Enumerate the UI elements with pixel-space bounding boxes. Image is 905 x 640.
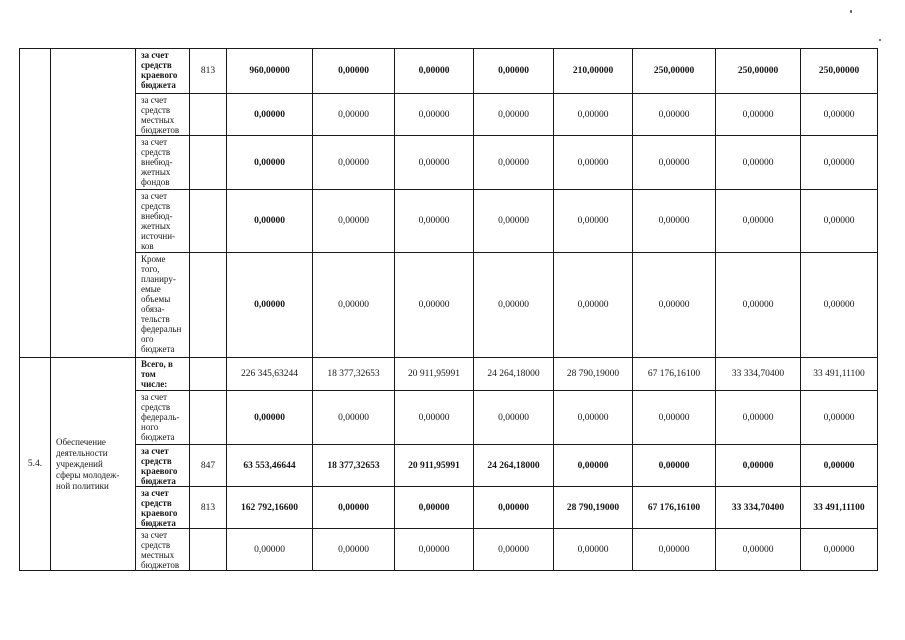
year-amount-cell: 250,00000 — [801, 49, 878, 94]
year-amount-cell: 0,00000 — [554, 529, 633, 571]
budget-code-cell — [190, 358, 227, 391]
year-amount-cell: 24 264,18000 — [474, 445, 554, 487]
total-amount-cell: 0,00000 — [227, 253, 313, 358]
year-amount-cell: 0,00000 — [395, 391, 474, 445]
year-amount-cell: 0,00000 — [474, 49, 554, 94]
year-amount-cell: 0,00000 — [395, 136, 474, 190]
item-name-cell: Обеспечение деятельности учреждений сферы молодеж- ной политики — [51, 358, 136, 571]
year-amount-cell: 0,00000 — [474, 529, 554, 571]
year-amount-cell: 0,00000 — [313, 94, 395, 136]
year-amount-cell: 18 377,32653 — [313, 358, 395, 391]
year-amount-cell: 0,00000 — [633, 136, 716, 190]
year-amount-cell: 33 491,11100 — [801, 487, 878, 529]
year-amount-cell: 0,00000 — [801, 529, 878, 571]
year-amount-cell: 0,00000 — [395, 94, 474, 136]
total-amount-cell: 0,00000 — [227, 391, 313, 445]
year-amount-cell: 33 334,70400 — [716, 487, 801, 529]
year-amount-cell: 0,00000 — [395, 49, 474, 94]
year-amount-cell: 0,00000 — [801, 136, 878, 190]
budget-code-cell — [190, 391, 227, 445]
year-amount-cell: 0,00000 — [474, 487, 554, 529]
year-amount-cell: 33 491,11100 — [801, 358, 878, 391]
funding-source-cell: за счет средств краевого бюджета — [136, 445, 190, 487]
item-number-cell: 5.4. — [20, 358, 51, 571]
year-amount-cell: 0,00000 — [554, 94, 633, 136]
year-amount-cell: 0,00000 — [633, 190, 716, 253]
year-amount-cell: 0,00000 — [395, 190, 474, 253]
total-amount-cell: 63 553,46644 — [227, 445, 313, 487]
year-amount-cell: 0,00000 — [474, 391, 554, 445]
year-amount-cell: 0,00000 — [313, 487, 395, 529]
year-amount-cell: 0,00000 — [313, 49, 395, 94]
funding-source-cell: Кроме того, планиру- емые объемы обяза- тельств федеральн ого бюджета — [136, 253, 190, 358]
year-amount-cell: 0,00000 — [633, 94, 716, 136]
year-amount-cell: 0,00000 — [395, 487, 474, 529]
year-amount-cell: 18 377,32653 — [313, 445, 395, 487]
budget-code-cell: 813 — [190, 487, 227, 529]
year-amount-cell: 0,00000 — [716, 94, 801, 136]
year-amount-cell: 0,00000 — [313, 529, 395, 571]
year-amount-cell: 0,00000 — [801, 253, 878, 358]
year-amount-cell: 250,00000 — [633, 49, 716, 94]
total-amount-cell: 0,00000 — [227, 190, 313, 253]
year-amount-cell: 0,00000 — [633, 529, 716, 571]
year-amount-cell: 0,00000 — [801, 445, 878, 487]
budget-code-cell — [190, 190, 227, 253]
year-amount-cell: 0,00000 — [554, 445, 633, 487]
year-amount-cell: 0,00000 — [554, 391, 633, 445]
budget-table — [19, 48, 878, 571]
year-amount-cell: 0,00000 — [716, 190, 801, 253]
year-amount-cell: 0,00000 — [474, 94, 554, 136]
year-amount-cell: 0,00000 — [554, 136, 633, 190]
total-amount-cell: 226 345,63244 — [227, 358, 313, 391]
funding-source-cell: за счет средств местных бюджетов — [136, 94, 190, 136]
year-amount-cell: 0,00000 — [716, 253, 801, 358]
funding-source-cell: за счет средств внебюд- жетных фондов — [136, 136, 190, 190]
budget-code-cell — [190, 136, 227, 190]
year-amount-cell: 0,00000 — [313, 190, 395, 253]
total-amount-cell: 0,00000 — [227, 136, 313, 190]
scan-speck — [879, 39, 881, 41]
total-amount-cell: 0,00000 — [227, 94, 313, 136]
continued-name-cell — [51, 49, 136, 358]
year-amount-cell: 20 911,95991 — [395, 358, 474, 391]
year-amount-cell: 210,00000 — [554, 49, 633, 94]
year-amount-cell: 0,00000 — [554, 190, 633, 253]
total-amount-cell: 0,00000 — [227, 529, 313, 571]
year-amount-cell: 0,00000 — [474, 136, 554, 190]
year-amount-cell: 0,00000 — [474, 253, 554, 358]
continued-number-cell — [20, 49, 51, 358]
year-amount-cell: 0,00000 — [474, 190, 554, 253]
year-amount-cell: 0,00000 — [633, 445, 716, 487]
year-amount-cell: 67 176,16100 — [633, 358, 716, 391]
funding-source-cell: за счет средств краевого бюджета — [136, 487, 190, 529]
budget-code-cell — [190, 94, 227, 136]
year-amount-cell: 67 176,16100 — [633, 487, 716, 529]
year-amount-cell: 0,00000 — [633, 391, 716, 445]
budget-code-cell — [190, 253, 227, 358]
year-amount-cell: 0,00000 — [395, 529, 474, 571]
budget-code-cell: 813 — [190, 49, 227, 94]
year-amount-cell: 0,00000 — [554, 253, 633, 358]
year-amount-cell: 0,00000 — [313, 253, 395, 358]
scan-speck — [850, 10, 852, 13]
year-amount-cell: 0,00000 — [716, 391, 801, 445]
funding-source-cell: за счет средств федераль- ного бюджета — [136, 391, 190, 445]
funding-source-cell: Всего, в том числе: — [136, 358, 190, 391]
year-amount-cell: 0,00000 — [716, 529, 801, 571]
year-amount-cell: 28 790,19000 — [554, 487, 633, 529]
year-amount-cell: 0,00000 — [801, 190, 878, 253]
budget-code-cell: 847 — [190, 445, 227, 487]
total-amount-cell: 960,00000 — [227, 49, 313, 94]
year-amount-cell: 0,00000 — [395, 253, 474, 358]
budget-code-cell — [190, 529, 227, 571]
year-amount-cell: 0,00000 — [313, 136, 395, 190]
year-amount-cell: 0,00000 — [716, 136, 801, 190]
funding-source-cell: за счет средств краевого бюджета — [136, 49, 190, 94]
year-amount-cell: 33 334,70400 — [716, 358, 801, 391]
year-amount-cell: 28 790,19000 — [554, 358, 633, 391]
year-amount-cell: 0,00000 — [633, 253, 716, 358]
total-amount-cell: 162 792,16600 — [227, 487, 313, 529]
funding-source-cell: за счет средств внебюд- жетных источни- ков — [136, 190, 190, 253]
year-amount-cell: 24 264,18000 — [474, 358, 554, 391]
year-amount-cell: 250,00000 — [716, 49, 801, 94]
year-amount-cell: 20 911,95991 — [395, 445, 474, 487]
year-amount-cell: 0,00000 — [313, 391, 395, 445]
year-amount-cell: 0,00000 — [801, 94, 878, 136]
year-amount-cell: 0,00000 — [801, 391, 878, 445]
funding-source-cell: за счет средств местных бюджетов — [136, 529, 190, 571]
year-amount-cell: 0,00000 — [716, 445, 801, 487]
